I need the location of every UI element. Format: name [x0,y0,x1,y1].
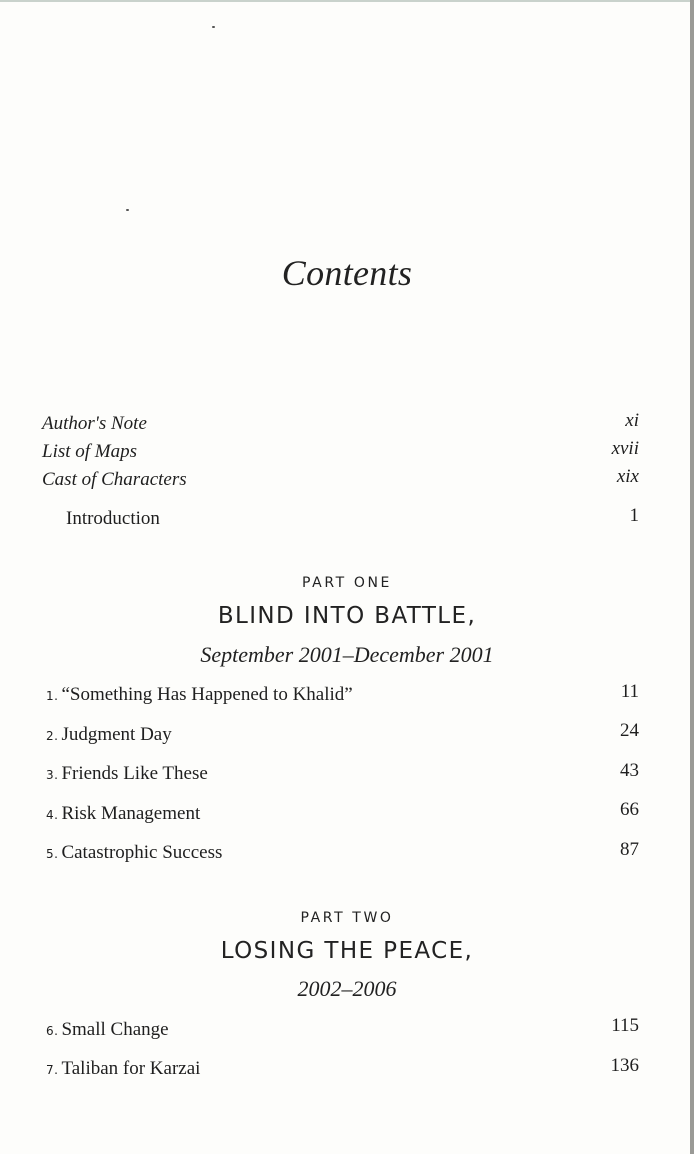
chapter-number: 7. [46,1063,59,1077]
chapter-title: Catastrophic Success [61,842,223,863]
chapter-title: Small Change [61,1019,169,1040]
chapter-number: 4. [46,808,59,822]
chapter-page: 115 [611,1015,639,1036]
chapter-entry [46,684,353,707]
chapter-entry [46,1058,200,1081]
chapter-number: 6. [46,1024,59,1038]
front-matter-label: Author's Note [42,413,147,434]
paper-speck [126,209,129,211]
front-matter-label: Cast of Characters [42,469,187,490]
chapter-number: 2. [46,729,59,743]
chapter-page: 66 [620,799,639,820]
part-label: PART ONE [302,575,392,591]
chapter-number: 3. [46,768,59,782]
chapter-number: 1. [46,689,59,703]
chapter-entry [46,842,222,865]
chapter-title: Risk Management [61,803,201,824]
chapter-title: Judgment Day [61,724,172,745]
chapter-page: 11 [620,681,639,702]
chapter-title: “Something Has Happened to Khalid” [61,684,353,705]
chapter-title: Friends Like These [61,763,208,784]
chapter-title: Taliban for Karzai [61,1058,201,1079]
introduction-page: 1 [629,505,639,526]
front-matter-label: List of Maps [42,441,138,462]
front-matter-page: xix [616,466,639,487]
chapter-entry [46,724,172,747]
chapter-entry [46,763,208,786]
part-label: PART TWO [300,910,394,926]
page-top-edge [0,0,694,2]
part-title: BLIND INTO BATTLE, [217,603,477,629]
part-subtitle: September 2001–December 2001 [200,642,494,667]
front-matter-page: xvii [611,438,639,459]
chapter-number: 5. [46,847,59,861]
paper-speck [212,26,215,28]
chapter-page: 43 [620,760,639,781]
introduction-label: Introduction [66,508,160,529]
chapter-page: 136 [610,1055,639,1076]
chapter-entry [46,1019,169,1042]
chapter-page: 87 [620,839,639,860]
part-subtitle: 2002–2006 [297,976,397,1001]
chapter-page: 24 [620,720,639,741]
page-title: Contents [281,253,413,293]
chapter-entry [46,803,200,826]
front-matter-page: xi [625,410,639,431]
part-title: LOSING THE PEACE, [220,938,474,964]
